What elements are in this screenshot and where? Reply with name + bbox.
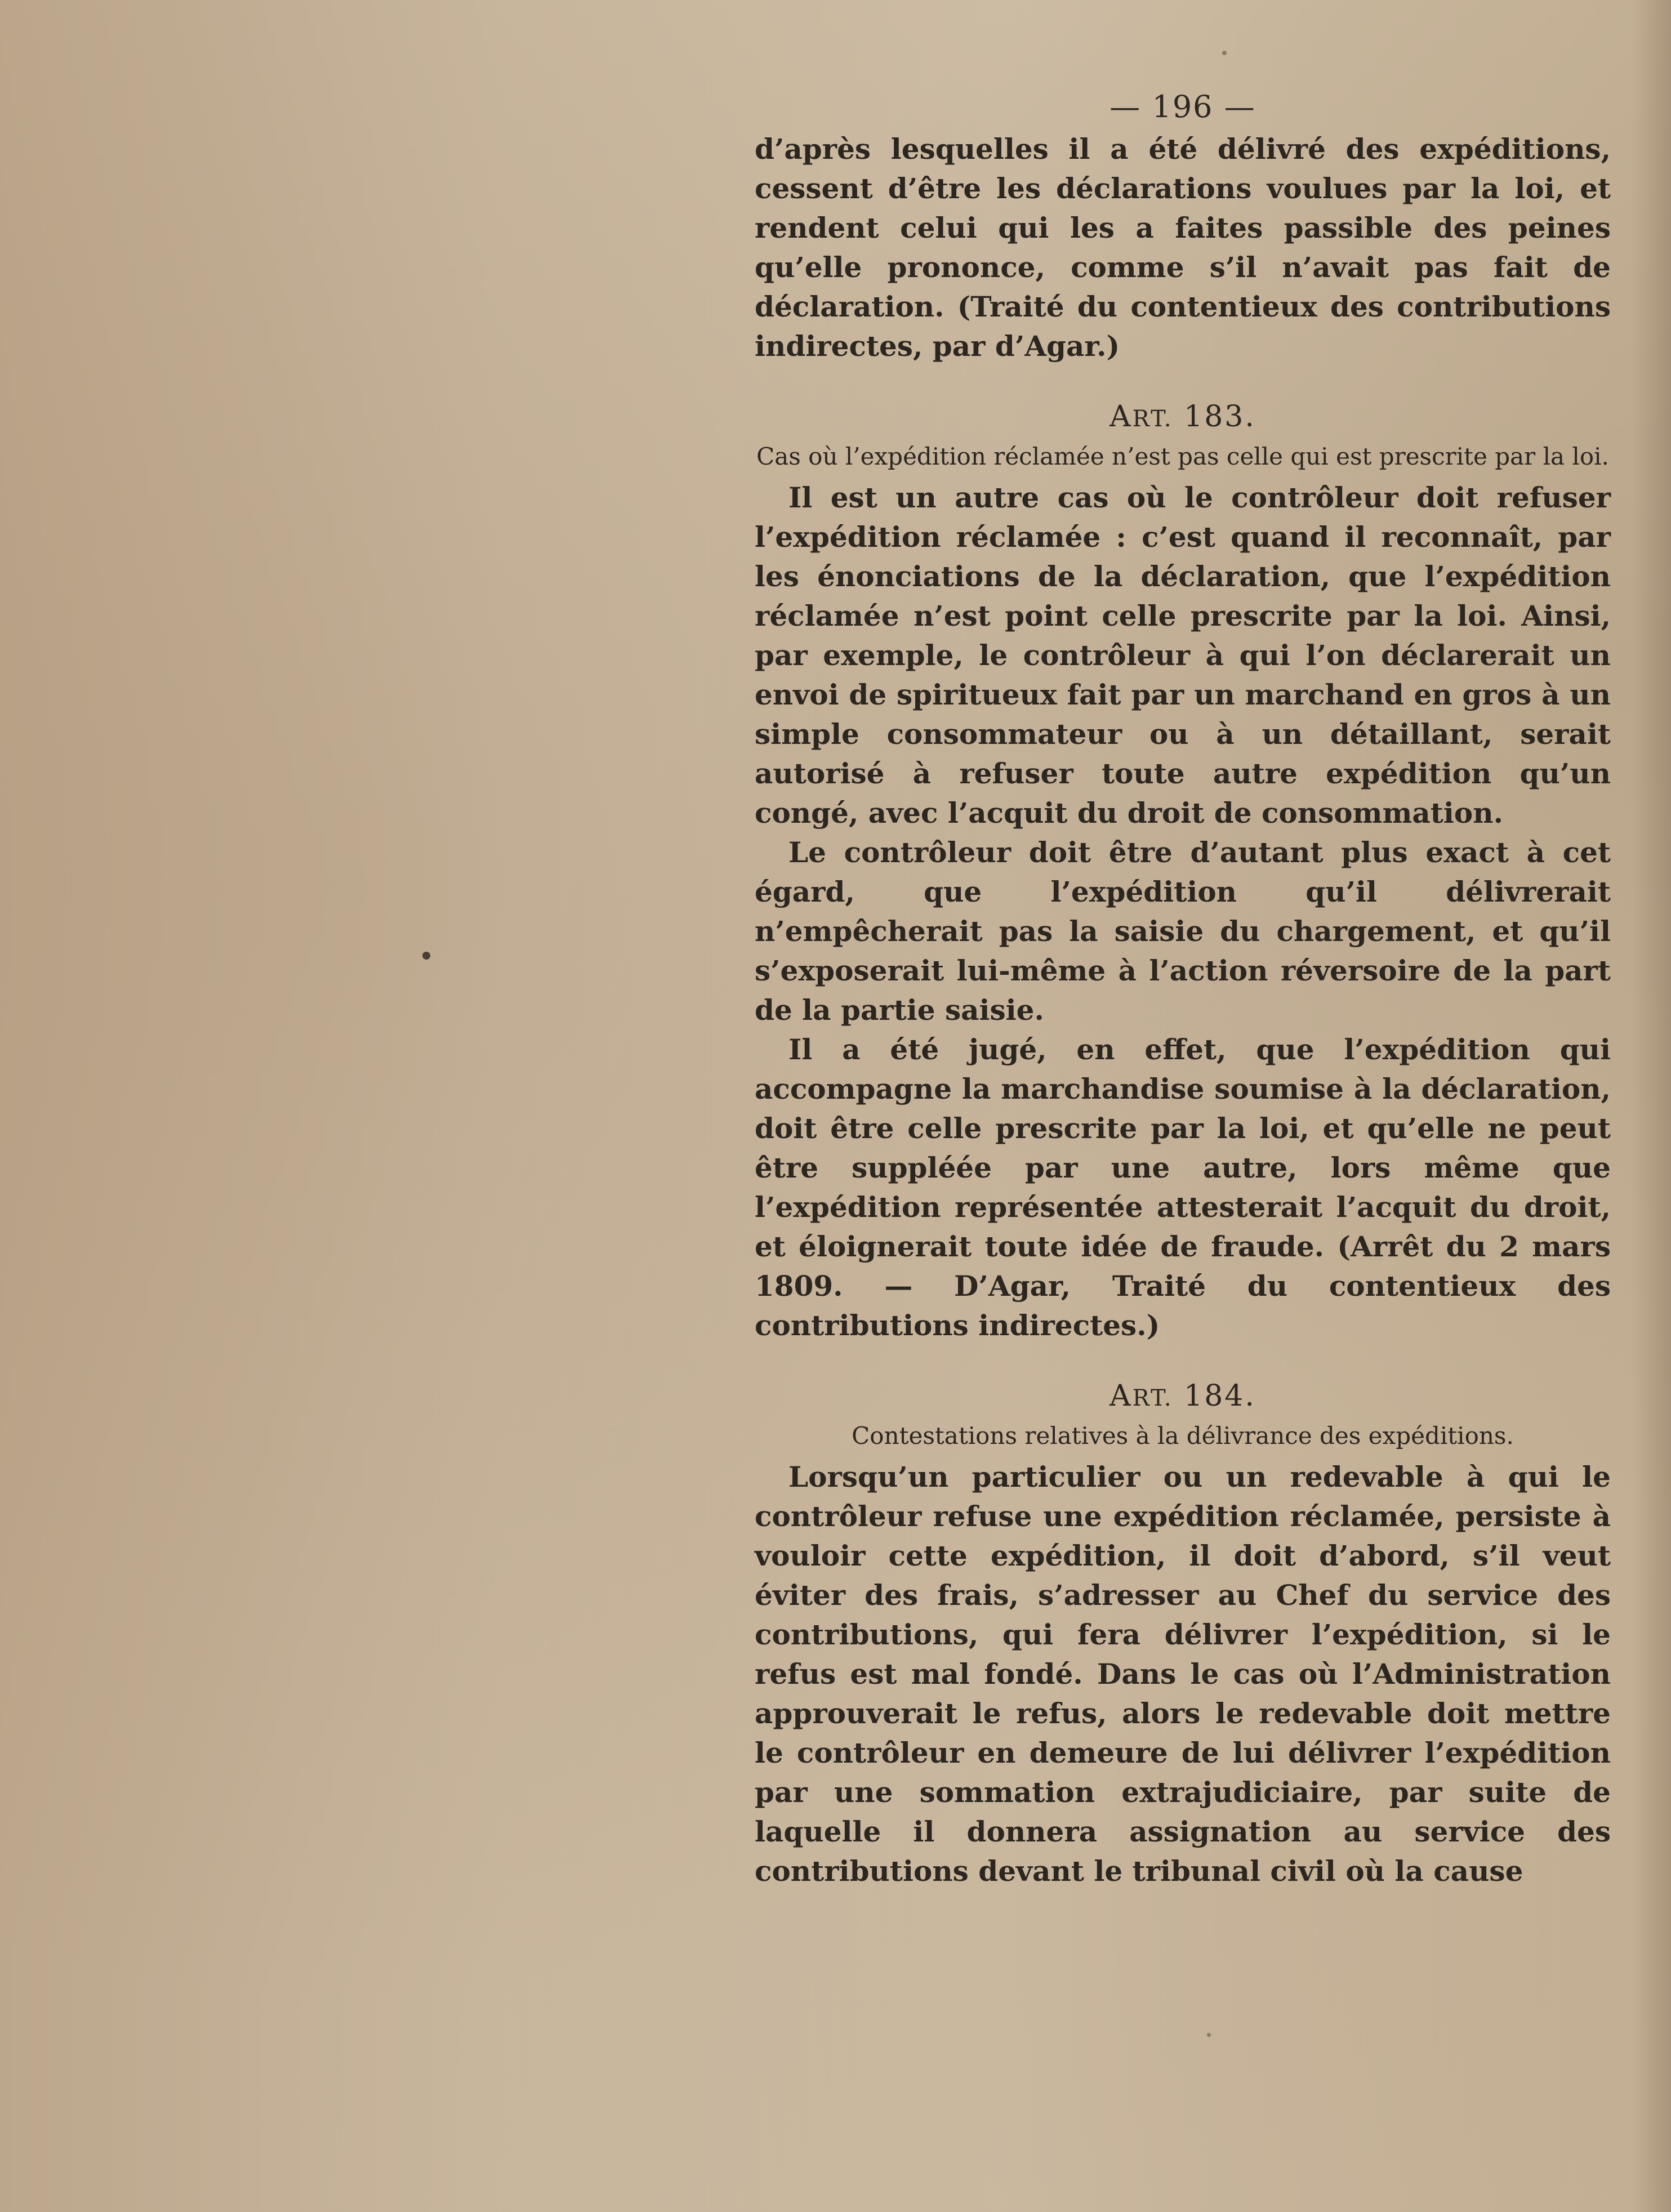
article-183-paragraph-2: Le contrôleur doit être d’autant plus exact à cet égard, que l’expédition qu’il délivrerait n’empêcherait pas la saisie du chargement, et qu’il s’exposerait lui-même à l’action réversoire de la part de la partie saisie. — [755, 836, 1611, 1027]
heading-number: 184. — [1184, 1379, 1256, 1413]
article-183-heading — [755, 397, 1611, 439]
page-edge-shadow — [1632, 0, 1671, 2212]
heading-small: RT. — [1132, 406, 1173, 432]
paper-speck — [422, 952, 430, 960]
article-184-heading — [755, 1376, 1611, 1418]
text-column — [755, 84, 1611, 1891]
heading-small: RT. — [1132, 1385, 1173, 1411]
heading-number: 183. — [1184, 400, 1256, 434]
article-183-subtitle: Cas où l’expédition réclamée n’est pas celle qui est prescrite par la loi. — [756, 443, 1609, 470]
paper-speck — [1222, 51, 1227, 55]
article-183-paragraph-3: Il a été jugé, en effet, que l’expédition qui accompagne la marchandise soumise à la déclaration, doit être celle prescrite par la loi, et qu’elle ne peut être suppléée par une autre, lors même que l’expédition représentée attesterait l’acquit du droit, et éloignerait toute idée de fraude. (Arrêt du 2 mars 1809. — D’Agar, Traité du contentieux des contributions indirectes.) — [755, 1033, 1611, 1342]
page-number: — 196 — — [1109, 89, 1256, 124]
heading-prefix: A — [1109, 400, 1133, 434]
article-183-paragraph-1: Il est un autre cas où le contrôleur doit refuser l’expédition réclamée : c’est quand il reconnaît, par les énonciations de la déclaration, que l’expédition réclamée n’est point celle prescrite par la loi. Ainsi, par exemple, le contrôleur à qui l’on déclarerait un envoi de spiritueux fait par un marchand en gros à un simple consommateur ou à un détaillant, serait autorisé à refuser toute autre expédition qu’un congé, avec l’acquit du droit de consommation. — [755, 481, 1611, 830]
intro-paragraph: d’après lesquelles il a été délivré des expéditions, cessent d’être les déclarations voulues par la loi, et rendent celui qui les a faites passible des peines qu’elle prononce, comme s’il n’avait pas fait de déclaration. (Traité du contentieux des contributions indirectes, par d’Agar.) — [755, 132, 1611, 363]
article-184-subtitle: Contestations relatives à la délivrance des expéditions. — [852, 1422, 1514, 1450]
paper-speck — [1207, 2033, 1211, 2037]
article-184-paragraph-1: Lorsqu’un particulier ou un redevable à qui le contrôleur refuse une expédition réclamée, persiste à vouloir cette expédition, il doit d’abord, s’il veut éviter des frais, s’adresser au Chef du service des contributions, qui fera délivrer l’expédition, si le refus est mal fondé. Dans le cas où l’Administration approuverait le refus, alors le redevable doit mettre le contrôleur en demeure de lui délivrer l’expédition par une sommation extrajudiciaire, par suite de laquelle il donnera assignation au service des contributions devant le tribunal civil où la cause — [755, 1460, 1611, 1888]
heading-prefix: A — [1109, 1379, 1133, 1413]
